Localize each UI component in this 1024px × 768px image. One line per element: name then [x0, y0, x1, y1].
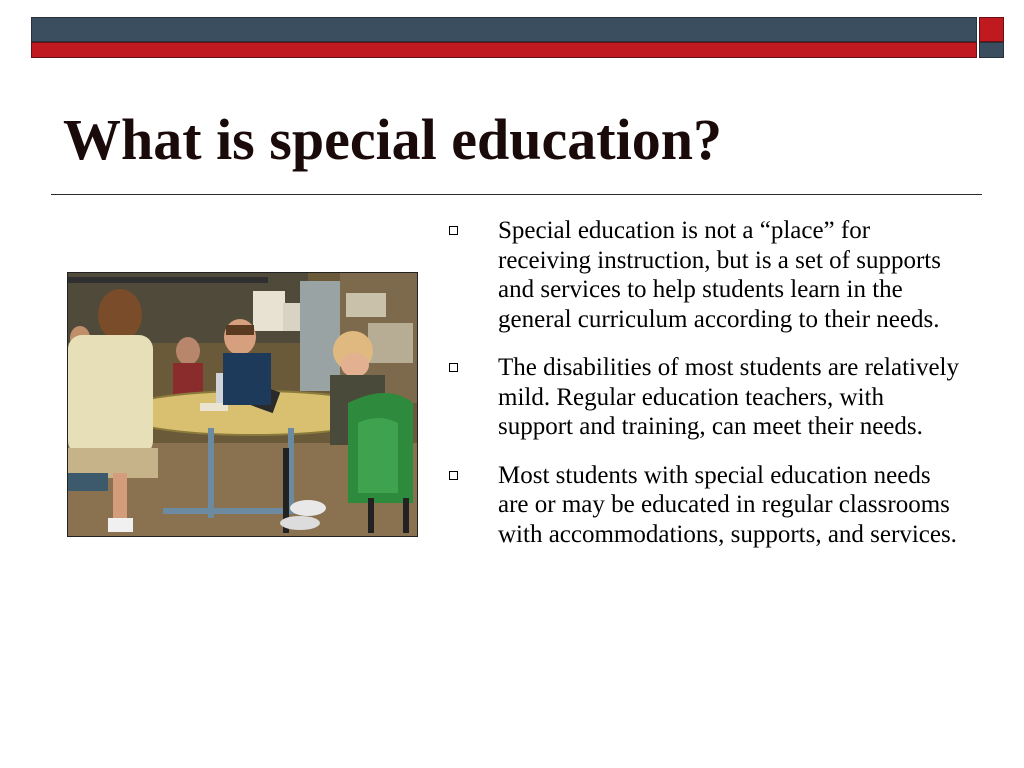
bullet-text: Most students with special education needs are or may be educated in regular classrooms with accommodations, supports, and services.	[498, 461, 957, 548]
hollow-square-bullet-icon	[449, 226, 458, 235]
hollow-square-bullet-icon	[449, 471, 458, 480]
bullet-text: Special education is not a “place” for receiving instruction, but is a set of supports and services to help students learn in the general curriculum according to their needs.	[498, 217, 941, 333]
header-bar-navy	[31, 17, 977, 42]
header-bar-red	[31, 42, 977, 58]
hollow-square-bullet-icon	[449, 363, 458, 372]
bullet-item	[445, 353, 965, 442]
title-divider	[51, 194, 982, 195]
bullet-item	[445, 216, 965, 334]
bullet-list	[445, 216, 965, 549]
header-square-red	[979, 17, 1004, 42]
slide-title: What is special education?	[63, 107, 722, 172]
bullet-text: The disabilities of most students are relatively mild. Regular education teachers, with support and training, can meet their needs.	[498, 354, 959, 440]
header-square-navy	[979, 42, 1004, 58]
bullet-item	[445, 461, 965, 550]
classroom-photo	[67, 272, 418, 537]
